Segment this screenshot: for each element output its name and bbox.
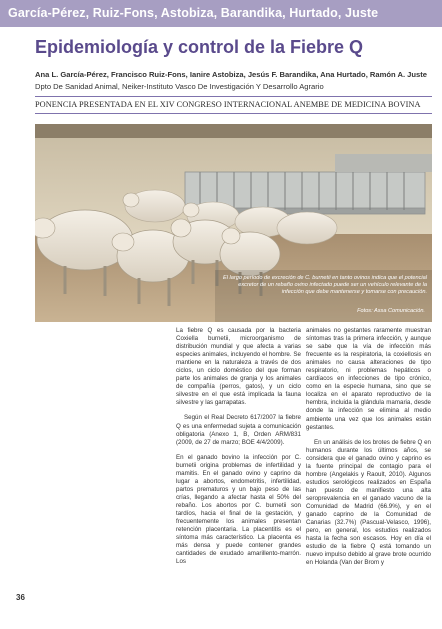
paragraph: En un análisis de los brotes de fiebre Q en humanos durante los últimos años, se considera que el ganado ovino y caprino es la fuente principal de contagio para el hombre (Angelakis y Raoult, 2010). Algunos estudios serológicos realizados en España han puesto de manifiesto una alta seroprevalencia en el ganado vacuno de la Comunidad de Madrid (66.9%), y en el ganado caprino de la Comunidad de Canarias (32.7%) (Pascual-Velasco, 1996), pero, en general, los estudios realizados hasta la fecha son escasos. Hoy en día el estudio de la fiebre Q está tomando un nuevo impulso debido al grave brote ocurrido en Holanda (Van der Brom y [306,438,431,567]
running-head: García-Pérez, Ruiz-Fons, Astobiza, Barandika, Hurtado, Juste [8,6,379,20]
page-number: 36 [16,593,25,602]
rule-bottom [35,113,432,114]
photo-credit: Fotos: Assa Comunicación. [357,308,425,314]
paragraph: En el ganado bovino la infección por C. burnetii origina problemas de infertilidad y mamitis. En el ganado ovino y caprino da lugar a abortos, endometritis, infertilidad, partos prematuros y un bajo peso de las crías, llegando a afectar hasta el 50% del rebaño. Los abortos por C. burnetii son tardíos, hacia el final de la gestación, y frecuentemente los animales presentan retención placentaria. La placentitis es el síntoma más característico. La placenta es más densa y puede contener grandes cantidades de exudado amarillento-marrón. Los [176,453,301,566]
affiliation: Dpto De Sanidad Animal, Neiker-Instituto Vasco De Investigación Y Desarrollo Agrario [35,82,324,91]
body-column-2 [306,327,431,574]
body-column-1 [176,327,301,573]
paragraph: animales no gestantes raramente muestran síntomas tras la primera infección, y aunque se sabe que la vía de infección más frecuente es la respiratoria, la coxiellosis en animales no causa alteraciones de tipo respiratorio, ni problemas hepáticos o cardíacos en infecciones de tipo crónico, como en la especie humana, sino que se localiza en el aparato reproductivo de la hembra, incluida la glándula mamaria, desde donde la infección se elimina al medio ambiente una vez que los animales están gestantes. [306,327,431,431]
paragraph: La fiebre Q es causada por la bacteria Coxiella burnetii, microorganismo de distribución mundial y que afecta a varias especies animales, incluyendo el hombre. Se mantiene en la naturaleza a través de dos ciclos, un ciclo doméstico del que forman parte los animales de granja y los animales de compañía (perros, gatos), y un ciclo silvestre en el que está implicada la fauna silvestre y las garrapatas. [176,327,301,407]
sheep-photo [35,124,432,322]
article-title: Epidemiología y control de la Fiebre Q [35,37,364,57]
conference-line: PONENCIA PRESENTADA EN EL XIV CONGRESO INTERNACIONAL ANEMBE DE MEDICINA BOVINA [35,100,421,109]
paragraph: Según el Real Decreto 617/2007 la fiebre Q es una enfermedad sujeta a comunicación obligatoria (Anexo 1, B, Orden ARM/831 (2009, de 27 de marzo; BOE 4/4/2009). [176,414,301,446]
rule-top [35,96,432,97]
photo-caption: El largo período de excreción de C. burnetii en tanto ovinos indica que el potencial excretor de un rebaño ovino infectado puede ser un vehículo relevante de la infección que debe mantenerse y tomarse con precaución. [223,275,427,296]
authors: Ana L. García-Pérez, Francisco Ruiz-Fons, Ianire Astobiza, Jesús F. Barandika, Ana Hurtado, Ramón A. Juste [35,70,428,79]
